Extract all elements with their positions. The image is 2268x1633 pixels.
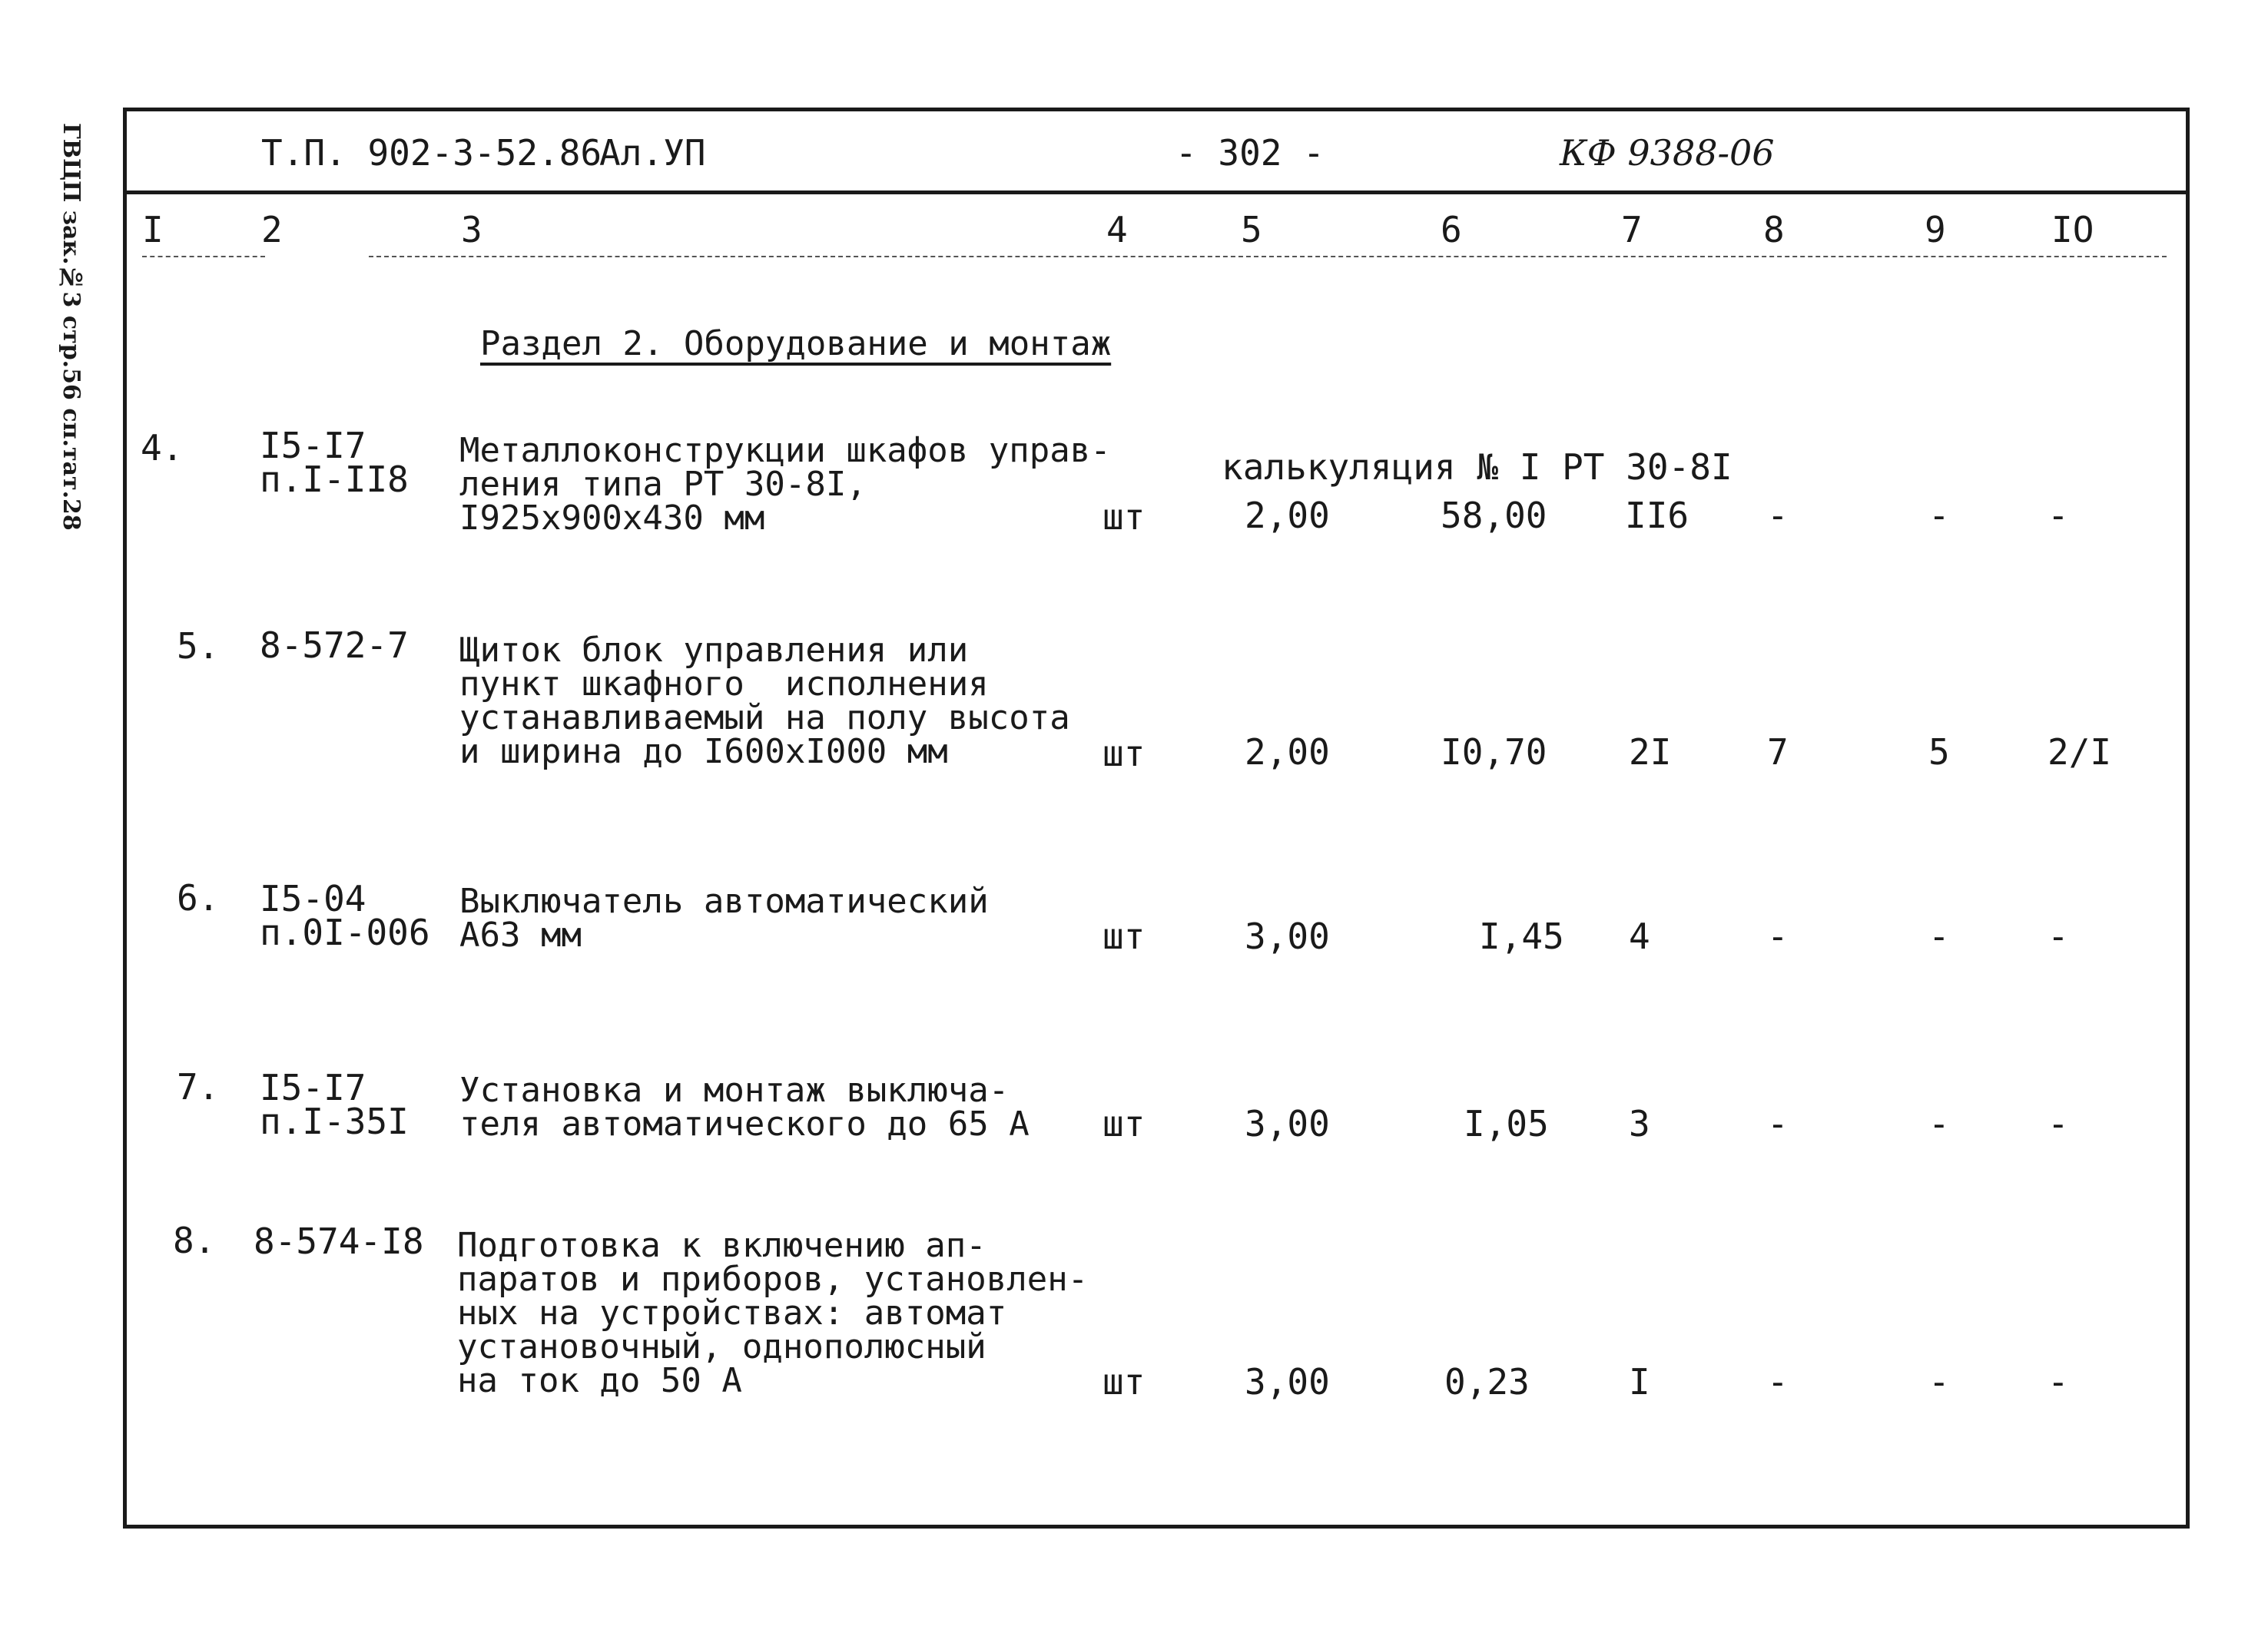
margin-stamp: ГВЦП зак.№3 стр.56 сп.тат.28 — [58, 123, 85, 531]
row-quantity: 3,00 — [1245, 916, 1330, 957]
row-code: 8-574-I8 — [254, 1221, 424, 1262]
column-header-10: IO — [2051, 209, 2094, 250]
row-note: калькуляция № I РТ 30-8I — [1222, 446, 1732, 488]
row-code: 8-572-7 — [260, 624, 409, 666]
row-code: I5-I7 п.I-35I — [260, 1067, 409, 1142]
row-col8: - — [1767, 495, 1789, 536]
row-col10: - — [2048, 1103, 2069, 1144]
header-divider — [123, 190, 2190, 194]
column-header-3: 3 — [461, 209, 482, 250]
column-divider — [142, 256, 265, 257]
row-number: 5. — [177, 625, 220, 667]
row-unit: шт — [1102, 1103, 1146, 1144]
column-divider — [369, 256, 2167, 257]
column-header-1: I — [142, 209, 164, 250]
album-label: Ал.УП — [599, 132, 706, 174]
row-col10: - — [2048, 1361, 2069, 1403]
row-col7: 3 — [1629, 1103, 1650, 1144]
row-description: Выключатель автоматический А63 мм — [459, 882, 989, 955]
row-col9: - — [1928, 1103, 1950, 1144]
column-header-9: 9 — [1925, 209, 1946, 250]
row-col9: - — [1928, 916, 1950, 957]
column-header-6: 6 — [1441, 209, 1462, 250]
column-header-7: 7 — [1621, 209, 1643, 250]
row-col9: - — [1928, 1361, 1950, 1403]
section-title: Раздел 2. Оборудование и монтаж — [480, 324, 1112, 363]
row-col10: - — [2048, 916, 2069, 957]
row-col8: - — [1767, 1361, 1789, 1403]
row-unit: шт — [1102, 733, 1146, 774]
row-number: 4. — [141, 427, 184, 469]
row-col8: - — [1767, 1103, 1789, 1144]
row-number: 7. — [177, 1066, 220, 1108]
column-header-8: 8 — [1763, 209, 1785, 250]
column-header-5: 5 — [1241, 209, 1262, 250]
page-number: - 302 - — [1175, 132, 1325, 174]
row-number: 6. — [177, 877, 220, 919]
row-description: Установка и монтаж выключа- теля автоматического до 65 А — [459, 1071, 1030, 1144]
row-code: I5-04 п.0I-006 — [260, 878, 430, 953]
table-frame — [123, 108, 2190, 1529]
row-col6: I,05 — [1464, 1103, 1549, 1144]
row-col7: 2I — [1629, 731, 1672, 773]
row-description: Щиток блок управления или пункт шкафного исполнения устанавливаемый на полу высота и ширина до I600хI000 мм — [459, 631, 1070, 771]
row-unit: шт — [1102, 1361, 1146, 1403]
column-header-4: 4 — [1106, 209, 1128, 250]
row-col8: - — [1767, 916, 1789, 957]
row-quantity: 2,00 — [1245, 731, 1330, 773]
row-col10: 2/I — [2048, 731, 2112, 773]
row-quantity: 3,00 — [1245, 1103, 1330, 1144]
row-col6: 0,23 — [1444, 1361, 1530, 1403]
row-code: I5-I7 п.I-II8 — [260, 425, 409, 500]
row-col7: I — [1629, 1361, 1650, 1403]
row-quantity: 2,00 — [1245, 495, 1330, 536]
project-number: Т.П. 902-3-52.86 — [261, 132, 602, 174]
row-number: 8. — [173, 1220, 216, 1261]
row-description: Металлоконструкции шкафов управ- ления типа РТ 30-8I, I925х900х430 мм — [459, 431, 1111, 538]
row-unit: шт — [1102, 916, 1146, 957]
row-col9: - — [1928, 495, 1950, 536]
row-col9: 5 — [1928, 731, 1950, 773]
row-quantity: 3,00 — [1245, 1361, 1330, 1403]
row-col6: 58,00 — [1441, 495, 1547, 536]
row-col7: II6 — [1625, 495, 1689, 536]
document-code: КФ 9388-06 — [1560, 132, 1775, 174]
row-unit: шт — [1102, 496, 1146, 538]
row-col6: I0,70 — [1441, 731, 1547, 773]
column-header-2: 2 — [261, 209, 283, 250]
row-col10: - — [2048, 495, 2069, 536]
row-col6: I,45 — [1479, 916, 1564, 957]
row-col7: 4 — [1629, 916, 1650, 957]
row-col8: 7 — [1767, 731, 1789, 773]
row-description: Подготовка к включению ап- паратов и приборов, установлен- ных на устройствах: автомат установочный, однополюсный на ток до 50 А — [457, 1226, 1089, 1400]
